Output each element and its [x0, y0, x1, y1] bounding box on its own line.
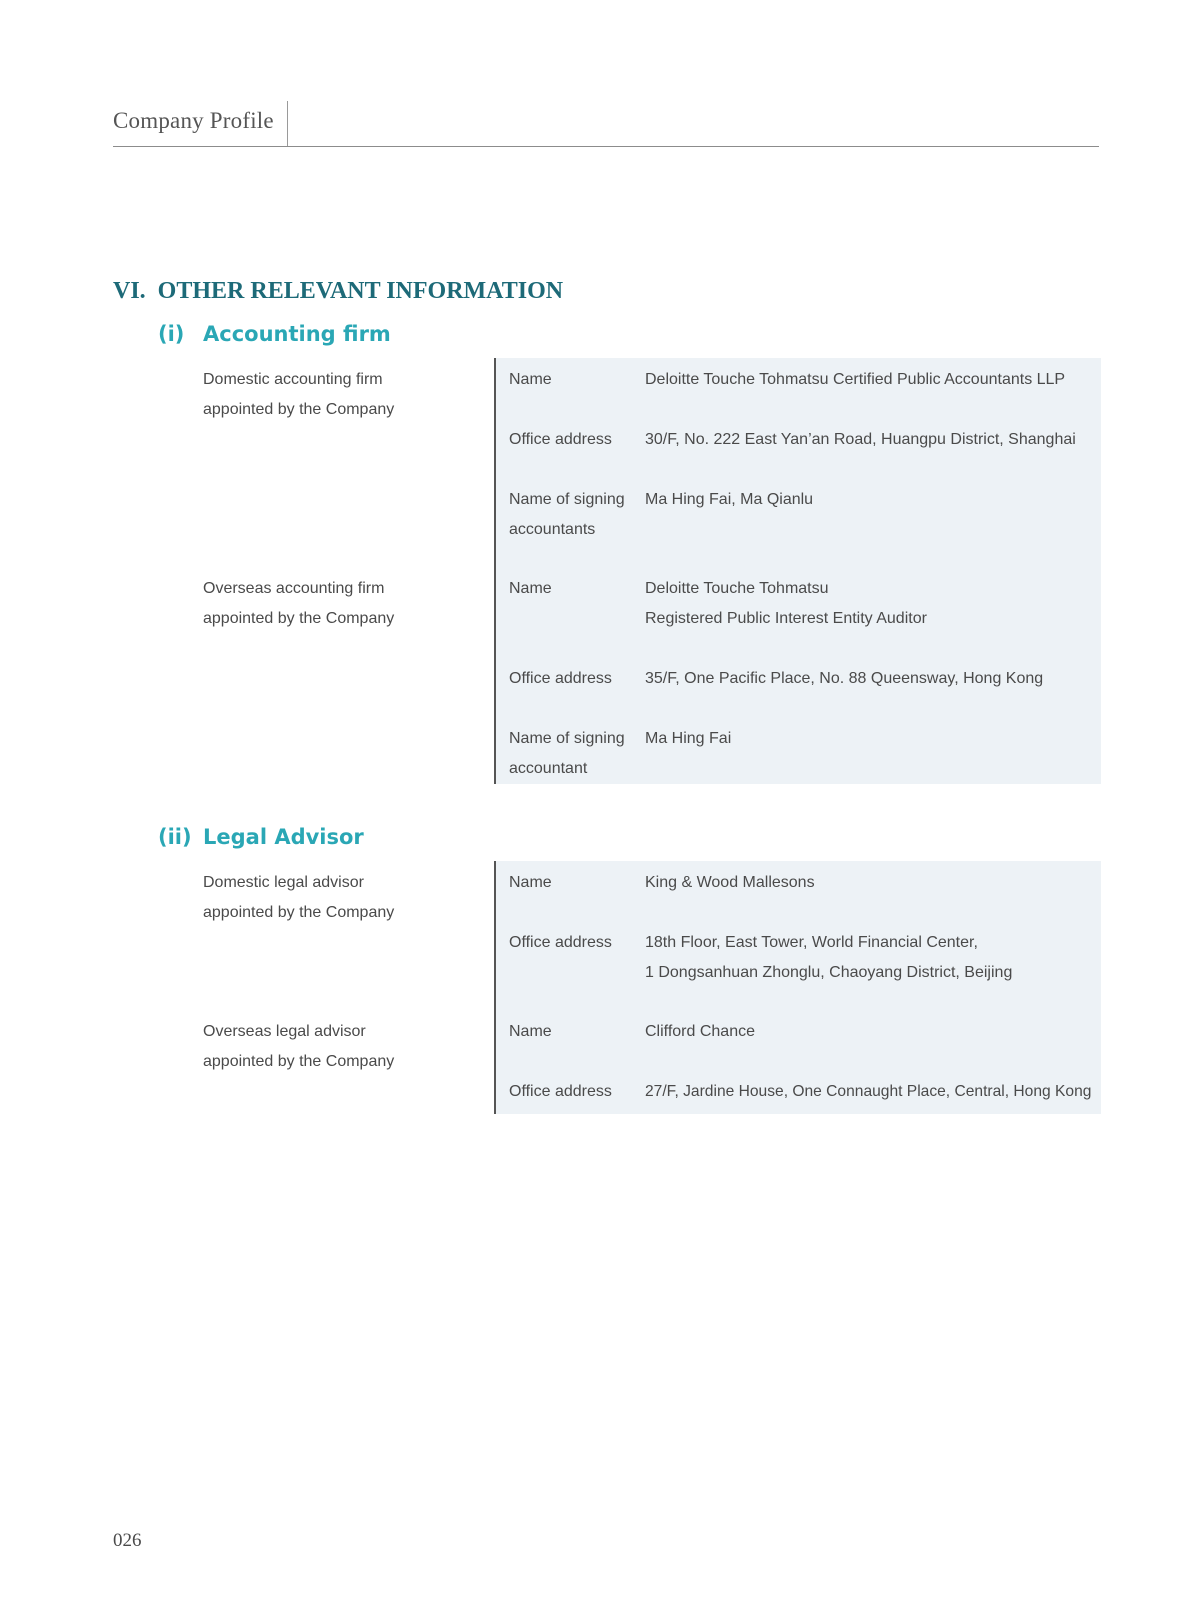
subsection-number: (ii)	[158, 825, 192, 849]
field-value: King & Wood Mallesons	[645, 874, 815, 891]
field-value: 27/F, Jardine House, One Connaught Place, Central, Hong Kong	[645, 1083, 1092, 1100]
header-divider-vertical	[287, 101, 288, 146]
field-value: Clifford Chance	[645, 1023, 755, 1040]
field-value: Deloitte Touche Tohmatsu Certified Public Accountants LLP	[645, 371, 1066, 388]
field-label: Name	[509, 580, 552, 597]
field-label: Office address	[509, 431, 612, 448]
section-title: OTHER RELEVANT INFORMATION	[157, 278, 564, 304]
row-label: Overseas accounting firm	[203, 580, 385, 597]
row-label: appointed by the Company	[203, 401, 395, 418]
row-label: Domestic legal advisor	[203, 874, 364, 891]
row-label: Domestic accounting firm	[203, 371, 383, 388]
field-label: accountant	[509, 760, 588, 777]
field-value: Ma Hing Fai	[645, 730, 732, 747]
field-label: Office address	[509, 934, 612, 951]
field-label: accountants	[509, 521, 596, 538]
header-rule	[113, 146, 1099, 147]
section-number: VI.	[113, 278, 146, 304]
accounting-firm-panel	[494, 358, 1101, 784]
field-value: 18th Floor, East Tower, World Financial Center,	[645, 934, 978, 951]
subsection-title: Legal Advisor	[203, 825, 364, 849]
field-value: 30/F, No. 222 East Yan’an Road, Huangpu District, Shanghai	[645, 431, 1076, 448]
row-label: Overseas legal advisor	[203, 1023, 366, 1040]
row-label: appointed by the Company	[203, 1053, 395, 1070]
row-label: appointed by the Company	[203, 610, 395, 627]
subsection-title: Accounting firm	[203, 322, 391, 346]
page-number: 026	[113, 1530, 142, 1551]
field-value: 35/F, One Pacific Place, No. 88 Queensway, Hong Kong	[645, 670, 1044, 687]
field-label: Name	[509, 1023, 552, 1040]
field-value: Ma Hing Fai, Ma Qianlu	[645, 491, 814, 508]
field-label: Name	[509, 371, 552, 388]
field-label: Office address	[509, 1083, 612, 1100]
subsection-number: (i)	[158, 322, 185, 346]
field-label: Office address	[509, 670, 612, 687]
field-label: Name of signing	[509, 491, 625, 508]
field-value: 1 Dongsanhuan Zhonglu, Chaoyang District, Beijing	[645, 964, 1013, 981]
running-header-title: Company Profile	[113, 108, 274, 133]
field-value: Registered Public Interest Entity Auditor	[645, 610, 927, 627]
field-label: Name of signing	[509, 730, 625, 747]
section-heading	[113, 278, 563, 305]
row-label: appointed by the Company	[203, 904, 395, 921]
field-value: Deloitte Touche Tohmatsu	[645, 580, 829, 597]
field-label: Name	[509, 874, 552, 891]
